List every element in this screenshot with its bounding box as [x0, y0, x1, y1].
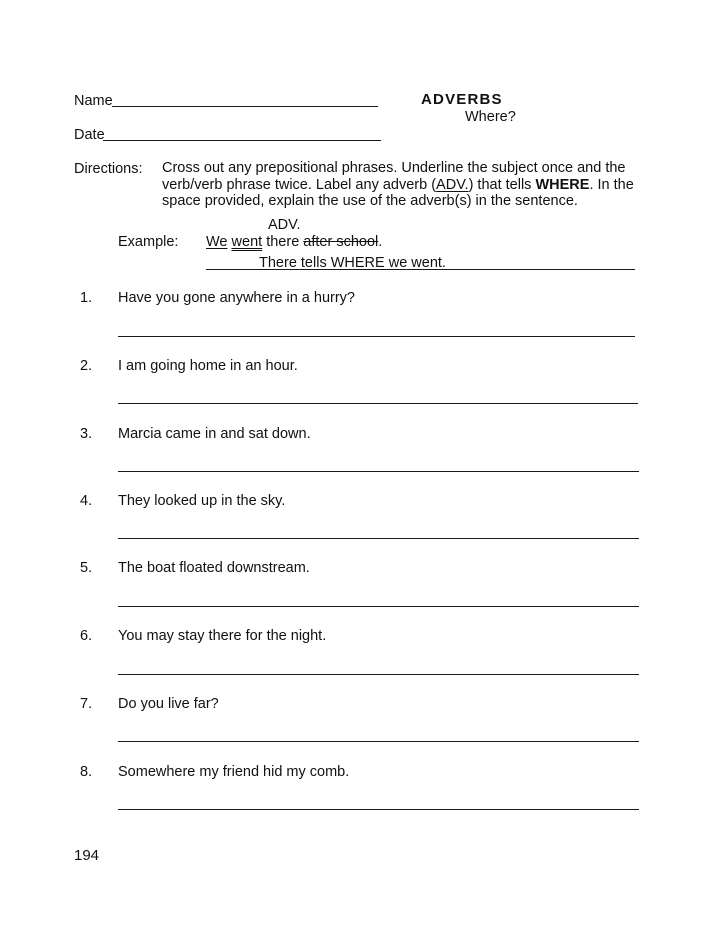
date-label: Date	[74, 127, 105, 143]
example-answer-line	[206, 269, 635, 270]
example-punct: .	[378, 234, 383, 250]
question-text: I am going home in an hour.	[118, 358, 298, 374]
example-prep-phrase: after school	[303, 234, 379, 250]
question-text: Somewhere my friend hid my comb.	[118, 764, 350, 780]
example-label: Example:	[118, 234, 179, 250]
date-field-line[interactable]	[103, 140, 381, 141]
question-number: 1.	[80, 290, 93, 306]
question-number: 4.	[80, 493, 93, 509]
directions-text-part: ) that tells	[468, 176, 536, 193]
answer-line[interactable]	[118, 809, 639, 810]
worksheet-subtitle: Where?	[465, 109, 516, 125]
worksheet-title: ADVERBS	[421, 91, 503, 108]
question-text: Marcia came in and sat down.	[118, 426, 311, 442]
example-verb: went	[231, 234, 263, 250]
question-text: Have you gone anywhere in a hurry?	[118, 290, 355, 306]
answer-line[interactable]	[118, 471, 639, 472]
question-number: 3.	[80, 426, 93, 442]
question-number: 5.	[80, 560, 93, 576]
example-adverb: there	[266, 234, 300, 250]
question-text: Do you live far?	[118, 696, 219, 712]
directions-emphasis: WHERE	[535, 176, 590, 193]
answer-line[interactable]	[118, 403, 638, 404]
name-field-line[interactable]	[112, 106, 378, 107]
answer-line[interactable]	[118, 741, 639, 742]
example-subject: We	[206, 234, 228, 250]
example-answer: There tells WHERE we went.	[259, 255, 446, 271]
example-adv-label: ADV.	[268, 217, 301, 233]
directions-text-part: Cross out any prepositional phrases. Underline the subject once and the verb/verb phrase twice. Label any adverb (	[162, 160, 626, 193]
directions-label: Directions:	[74, 161, 143, 177]
directions-text-part: . In the space provided, explain the use of the adverb(s) in the sentence.	[162, 176, 634, 209]
answer-line[interactable]	[118, 336, 635, 337]
name-label: Name	[74, 93, 113, 109]
adv-abbrev: ADV.	[436, 176, 469, 193]
example-sentence	[206, 234, 382, 250]
directions-text	[162, 160, 642, 210]
question-number: 2.	[80, 358, 93, 374]
answer-line[interactable]	[118, 538, 639, 539]
question-text: You may stay there for the night.	[118, 628, 327, 644]
question-number: 7.	[80, 696, 93, 712]
question-number: 8.	[80, 764, 93, 780]
answer-line[interactable]	[118, 606, 639, 607]
answer-line[interactable]	[118, 674, 639, 675]
question-number: 6.	[80, 628, 93, 644]
question-text: They looked up in the sky.	[118, 493, 286, 509]
question-text: The boat floated downstream.	[118, 560, 310, 576]
page-number: 194	[74, 847, 100, 864]
